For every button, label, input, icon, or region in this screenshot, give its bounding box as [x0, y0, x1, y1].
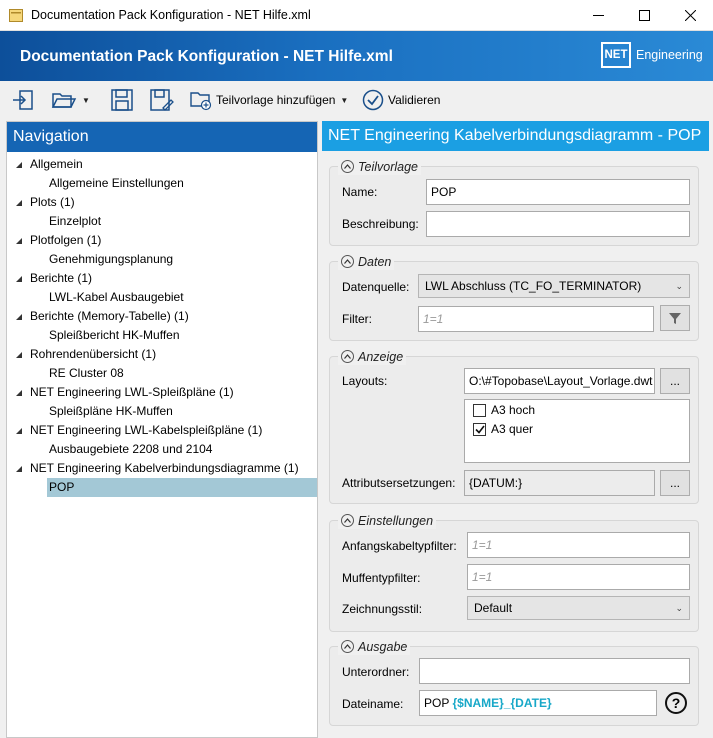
- group-title: Daten: [358, 254, 392, 269]
- checkbox-checked[interactable]: [473, 423, 486, 436]
- tree-item-label: Plots (1): [30, 195, 75, 209]
- brand-text: Engineering: [636, 48, 703, 62]
- name-input[interactable]: POP: [426, 179, 690, 205]
- checkbox[interactable]: [473, 404, 486, 417]
- tree-category[interactable]: [7, 383, 317, 402]
- tree-item[interactable]: [7, 478, 317, 497]
- save-as-icon: [149, 88, 175, 112]
- tree-item-label: RE Cluster 08: [49, 366, 124, 380]
- expand-triangle-icon[interactable]: [16, 466, 22, 472]
- drawing-style-label: Zeichnungsstil:: [342, 602, 423, 616]
- close-icon: [685, 10, 696, 21]
- import-icon: [11, 88, 35, 112]
- tree-category[interactable]: [7, 421, 317, 440]
- add-template-button[interactable]: [190, 88, 348, 112]
- tree-item-label: Allgemein: [30, 157, 83, 171]
- validate-button[interactable]: [362, 88, 440, 112]
- attribute-replacements-input[interactable]: {DATUM:}: [464, 470, 655, 496]
- filename-macro-name: {$NAME}: [452, 696, 504, 710]
- group-title: Teilvorlage: [358, 159, 418, 174]
- tree-item[interactable]: [7, 364, 317, 383]
- attribute-replacements-label: Attributsersetzungen:: [342, 476, 456, 490]
- filter-button[interactable]: [660, 305, 690, 331]
- tree-item[interactable]: [7, 288, 317, 307]
- question-icon: ?: [671, 695, 681, 711]
- filename-input[interactable]: [419, 690, 657, 716]
- expand-triangle-icon[interactable]: [16, 390, 22, 396]
- tree-item-label: Allgemeine Einstellungen: [49, 176, 184, 190]
- tree-item-label: Plotfolgen (1): [30, 233, 102, 247]
- detail-header: NET Engineering Kabelverbindungsdiagramm - POP: [322, 121, 709, 151]
- funnel-icon: [668, 311, 682, 325]
- tree-item-label: Ausbaugebiete 2208 und 2104: [49, 442, 213, 456]
- tree-item-label: Einzelplot: [49, 214, 102, 228]
- filename-macro-date: {DATE}: [510, 696, 552, 710]
- tree-item-label: Genehmigungsplanung: [49, 252, 174, 266]
- window-titlebar: [0, 0, 713, 31]
- open-dropdown-caret[interactable]: ▼: [82, 95, 90, 105]
- start-cable-filter-label: Anfangskabeltypfilter:: [342, 539, 457, 553]
- group-daten-header[interactable]: [338, 253, 394, 270]
- add-template-caret[interactable]: ▼: [340, 95, 349, 105]
- filter-label: Filter:: [342, 312, 372, 326]
- datasource-value: LWL Abschluss (TC_FO_TERMINATOR): [425, 279, 642, 293]
- drawing-style-value: Default: [474, 601, 513, 615]
- check-circle-icon: [362, 89, 384, 111]
- option-label: A3 quer: [491, 422, 534, 436]
- brand-logo: [601, 42, 703, 68]
- group-title: Einstellungen: [358, 513, 434, 528]
- tree-item-label: NET Engineering LWL-Kabelspleißpläne (1): [30, 423, 263, 437]
- tree-item-label: POP: [47, 478, 317, 497]
- collapse-icon[interactable]: [341, 160, 354, 173]
- app-icon: [9, 9, 23, 22]
- expand-triangle-icon[interactable]: [16, 352, 22, 358]
- tree-item-label: Spleißpläne HK-Muffen: [49, 404, 173, 418]
- collapse-icon[interactable]: [341, 640, 354, 653]
- layouts-browse-button[interactable]: ...: [660, 368, 690, 394]
- option-a3-quer[interactable]: [473, 422, 533, 436]
- layouts-label: Layouts:: [342, 374, 388, 388]
- description-input[interactable]: [426, 211, 690, 237]
- muffen-filter-input[interactable]: 1=1: [467, 564, 690, 590]
- brand-box: NET: [601, 42, 631, 68]
- toolbar: [0, 81, 713, 119]
- navigation-header: Navigation: [7, 122, 317, 152]
- tree-item[interactable]: [7, 212, 317, 231]
- tree-category[interactable]: [7, 345, 317, 364]
- tree-item[interactable]: [7, 250, 317, 269]
- tree-item[interactable]: [7, 326, 317, 345]
- name-label: Name:: [342, 185, 378, 199]
- maximize-button[interactable]: [621, 0, 667, 31]
- validate-label: Validieren: [388, 93, 441, 107]
- import-button[interactable]: [11, 88, 35, 112]
- filename-prefix: POP: [424, 696, 453, 710]
- expand-triangle-icon[interactable]: [16, 162, 22, 168]
- navigation-panel: [6, 121, 318, 738]
- expand-triangle-icon[interactable]: [16, 276, 22, 282]
- group-teilvorlage-header[interactable]: [338, 158, 421, 175]
- tree-item-label: LWL-Kabel Ausbaugebiet: [49, 290, 184, 304]
- group-title: Anzeige: [358, 349, 404, 364]
- tree-category[interactable]: [7, 231, 317, 250]
- attribute-browse-button[interactable]: ...: [660, 470, 690, 496]
- tree-item-label: Berichte (Memory-Tabelle) (1): [30, 309, 189, 323]
- layouts-input[interactable]: O:\#Topobase\Layout_Vorlage.dwt: [464, 368, 655, 394]
- subfolder-label: Unterordner:: [342, 665, 410, 679]
- tree-item-label: Rohrendenübersicht (1): [30, 347, 157, 361]
- open-button[interactable]: [51, 88, 90, 112]
- tree-category[interactable]: [7, 155, 317, 174]
- expand-triangle-icon[interactable]: [16, 428, 22, 434]
- tree-item[interactable]: [7, 402, 317, 421]
- collapse-icon[interactable]: [341, 350, 354, 363]
- group-title: Ausgabe: [358, 639, 408, 654]
- save-icon: [110, 88, 134, 112]
- expand-triangle-icon[interactable]: [16, 314, 22, 320]
- drawing-style-select[interactable]: [467, 596, 690, 620]
- help-button[interactable]: [665, 692, 687, 714]
- expand-triangle-icon[interactable]: [16, 238, 22, 244]
- banner-title: Documentation Pack Konfiguration - NET Hilfe.xml: [20, 48, 393, 65]
- tree-item[interactable]: [7, 440, 317, 459]
- open-folder-icon: [51, 88, 77, 112]
- filename-label: Dateiname:: [342, 697, 404, 711]
- tree-item-label: Berichte (1): [30, 271, 93, 285]
- group-ausgabe-header[interactable]: [338, 638, 410, 655]
- start-cable-filter-input[interactable]: 1=1: [467, 532, 690, 558]
- add-folder-icon: [190, 89, 212, 111]
- chevron-down-icon: ⌄: [675, 603, 683, 613]
- maximize-icon: [639, 10, 650, 21]
- header-banner: [0, 31, 713, 81]
- save-button[interactable]: [110, 88, 134, 112]
- save-as-button[interactable]: [149, 88, 175, 112]
- datasource-label: Datenquelle:: [342, 280, 410, 294]
- group-anzeige-header[interactable]: [338, 348, 406, 365]
- minimize-icon: [593, 10, 604, 21]
- collapse-icon[interactable]: [341, 255, 354, 268]
- add-template-label: Teilvorlage hinzufügen: [216, 93, 336, 107]
- group-einstellungen-header[interactable]: [338, 512, 436, 529]
- window-title: Documentation Pack Konfiguration - NET Hilfe.xml: [31, 8, 311, 22]
- chevron-down-icon: ⌄: [675, 281, 683, 291]
- tree-category[interactable]: [7, 269, 317, 288]
- tree-category[interactable]: [7, 193, 317, 212]
- tree-item-label: NET Engineering LWL-Spleißpläne (1): [30, 385, 234, 399]
- datasource-select[interactable]: [418, 274, 690, 298]
- minimize-button[interactable]: [575, 0, 621, 31]
- description-label: Beschreibung:: [342, 217, 419, 231]
- tree-item-label: NET Engineering Kabelverbindungsdiagramme (1): [30, 461, 299, 475]
- muffen-filter-label: Muffentypfilter:: [342, 571, 421, 585]
- filter-input[interactable]: 1=1: [418, 306, 654, 332]
- filename-separator: _: [503, 696, 511, 710]
- layout-options-list: [464, 399, 690, 463]
- collapse-icon[interactable]: [341, 514, 354, 527]
- option-label: A3 hoch: [491, 403, 536, 417]
- checkmark-icon: [475, 425, 485, 434]
- option-a3-hoch[interactable]: [473, 403, 535, 417]
- expand-triangle-icon[interactable]: [16, 200, 22, 206]
- tree-item-label: Spleißbericht HK-Muffen: [49, 328, 180, 342]
- close-button[interactable]: [667, 0, 713, 31]
- tree-category[interactable]: [7, 307, 317, 326]
- tree-category[interactable]: [7, 459, 317, 478]
- subfolder-input[interactable]: [419, 658, 690, 684]
- tree-item[interactable]: [7, 174, 317, 193]
